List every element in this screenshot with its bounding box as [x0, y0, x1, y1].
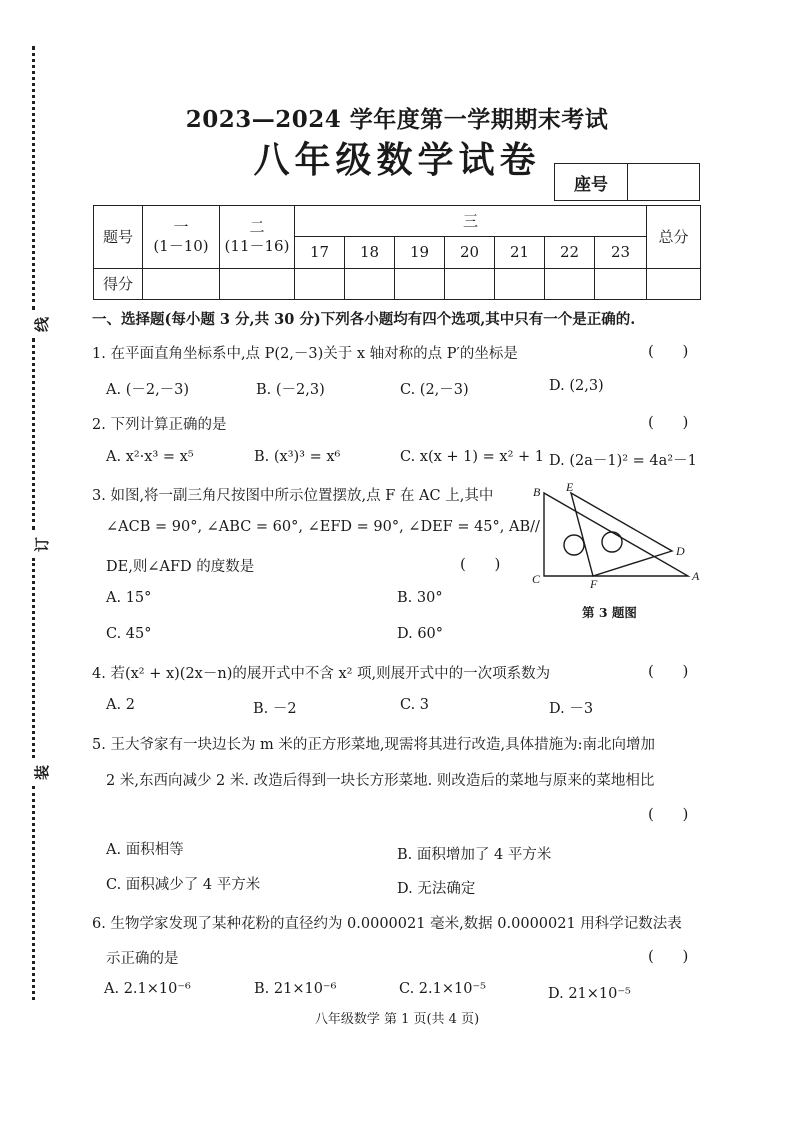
score-table-item-23: 23 [595, 237, 647, 269]
q3-label-c: C [532, 572, 541, 586]
q3-option-b: B. 30° [397, 590, 443, 606]
binding-line-char: 线 [33, 316, 52, 333]
q2-option-a: A. x²·x³ = x⁵ [106, 449, 194, 465]
q3-triangle-abc [544, 493, 688, 576]
q4-option-a: A. 2 [106, 697, 135, 713]
q3-label-d: D [676, 544, 685, 558]
q2-option-d: D. (2a－1)² = 4a²－1 [549, 453, 697, 469]
q1-option-c: C. (2,－3) [400, 382, 469, 398]
q3-label-a: A [692, 569, 700, 583]
binding-dotted-line-upper [32, 338, 35, 530]
binding-dotted-line-bottom [32, 786, 35, 1000]
q3-figure-caption: 第 3 题图 [582, 605, 637, 620]
score-table-part1-header [143, 206, 220, 269]
score-cell-21[interactable] [495, 269, 545, 300]
q3-label-f: F [590, 577, 598, 591]
q3-option-a: A. 15° [106, 590, 152, 606]
score-table-part3-header: 三 [295, 206, 647, 237]
binding-bind-char: 装 [33, 764, 52, 781]
seat-number-label: 座号 [555, 164, 628, 200]
seat-number-field[interactable] [628, 164, 699, 200]
score-table-total-label: 总分 [647, 206, 701, 269]
score-table-item-17: 17 [295, 237, 345, 269]
score-cell-23[interactable] [595, 269, 647, 300]
q5-option-d: D. 无法确定 [397, 881, 476, 897]
score-table-part1-range: (1－10) [153, 237, 209, 255]
exam-title: 八年级数学试卷 [253, 139, 541, 181]
q3-label-e: E [566, 480, 574, 494]
score-cell-part1[interactable] [143, 269, 220, 300]
score-cell-22[interactable] [545, 269, 595, 300]
q4-stem: 4. 若(x² + x)(2x－n)的展开式中不含 x² 项,则展开式中的一次项系数为 [92, 666, 551, 682]
q2-option-c: C. x(x + 1) = x² + 1 [400, 449, 545, 465]
q3-stem-line2: ∠ACB = 90°, ∠ABC = 60°, ∠EFD = 90°, ∠DEF = 45°, AB// [106, 519, 540, 535]
q5-option-a: A. 面积相等 [106, 842, 184, 858]
q3-label-b: B [533, 485, 541, 499]
q6-option-a: A. 2.1×10⁻⁶ [104, 981, 191, 997]
q1-option-d: D. (2,3) [549, 378, 604, 394]
score-table-item-20: 20 [445, 237, 495, 269]
q3-answer-blank[interactable]: ( ) [460, 555, 501, 573]
score-table-item-19: 19 [395, 237, 445, 269]
q5-answer-blank[interactable]: ( ) [648, 805, 689, 823]
q5-option-c: C. 面积减少了 4 平方米 [106, 877, 261, 893]
q4-option-b: B. －2 [253, 701, 297, 717]
q1-stem: 1. 在平面直角坐标系中,点 P(2,－3)关于 x 轴对称的点 P′的坐标是 [92, 346, 518, 362]
q1-option-a: A. (－2,－3) [106, 382, 190, 398]
q1-option-b: B. (－2,3) [256, 382, 325, 398]
q5-stem-line1: 5. 王大爷家有一块边长为 m 米的正方形菜地,现需将其进行改造,具体措施为:南北向增加 [92, 737, 656, 753]
score-table-part2-header [220, 206, 295, 269]
q3-triangle-figure [526, 480, 710, 592]
q4-option-c: C. 3 [400, 697, 430, 713]
score-cell-17[interactable] [295, 269, 345, 300]
score-table-part1-name: 一 [173, 218, 189, 237]
score-table-score-label: 得分 [94, 269, 143, 300]
score-cell-part2[interactable] [220, 269, 295, 300]
score-table-part2-range: (11－16) [224, 237, 290, 255]
q2-answer-blank[interactable]: ( ) [648, 413, 689, 431]
q5-option-b: B. 面积增加了 4 平方米 [397, 847, 552, 863]
score-table-item-18: 18 [345, 237, 395, 269]
q3-ruler-hole-right [602, 532, 622, 552]
score-table [93, 205, 701, 300]
q4-answer-blank[interactable]: ( ) [648, 662, 689, 680]
q3-ruler-hole-left [564, 535, 584, 555]
section1-heading: 一、选择题(每小题 3 分,共 30 分)下列各小题均有四个选项,其中只有一个是正确的. [92, 311, 636, 328]
score-table-item-22: 22 [545, 237, 595, 269]
exam-year-line: 2023—2024 学年度第一学期期末考试 [185, 106, 609, 133]
q6-stem-line1: 6. 生物学家发现了某种花粉的直径约为 0.0000021 毫米,数据 0.0000021 用科学记数法表 [92, 916, 682, 932]
q3-triangle-def [571, 493, 672, 576]
binding-dotted-line-lower [32, 558, 35, 758]
score-cell-total[interactable] [647, 269, 701, 300]
score-cell-19[interactable] [395, 269, 445, 300]
q5-stem-line2: 2 米,东西向减少 2 米. 改造后得到一块长方形菜地. 则改造后的菜地与原来的菜地相比 [106, 773, 655, 789]
q4-option-d: D. －3 [549, 701, 594, 717]
score-table-question-label: 题号 [94, 206, 143, 269]
score-cell-18[interactable] [345, 269, 395, 300]
seat-number-box [554, 163, 700, 201]
q3-option-c: C. 45° [106, 626, 152, 642]
q6-answer-blank[interactable]: ( ) [648, 947, 689, 965]
score-cell-20[interactable] [445, 269, 495, 300]
q3-stem-line1: 3. 如图,将一副三角尺按图中所示位置摆放,点 F 在 AC 上,其中 [92, 488, 494, 504]
page-footer: 八年级数学 第 1 页(共 4 页) [314, 1012, 480, 1027]
q6-stem-line2: 示正确的是 [106, 951, 179, 967]
q2-stem: 2. 下列计算正确的是 [92, 417, 227, 433]
score-table-item-21: 21 [495, 237, 545, 269]
q6-option-d: D. 21×10⁻⁵ [548, 986, 631, 1002]
q6-option-b: B. 21×10⁻⁶ [254, 981, 337, 997]
q1-answer-blank[interactable]: ( ) [648, 342, 689, 360]
q6-option-c: C. 2.1×10⁻⁵ [399, 981, 486, 997]
q3-stem-line3: DE,则∠AFD 的度数是 [106, 559, 255, 575]
score-table-part2-name: 二 [249, 218, 265, 237]
q3-option-d: D. 60° [397, 626, 444, 642]
q2-option-b: B. (x³)³ = x⁶ [254, 449, 341, 465]
binding-staple-char: 订 [33, 536, 52, 553]
